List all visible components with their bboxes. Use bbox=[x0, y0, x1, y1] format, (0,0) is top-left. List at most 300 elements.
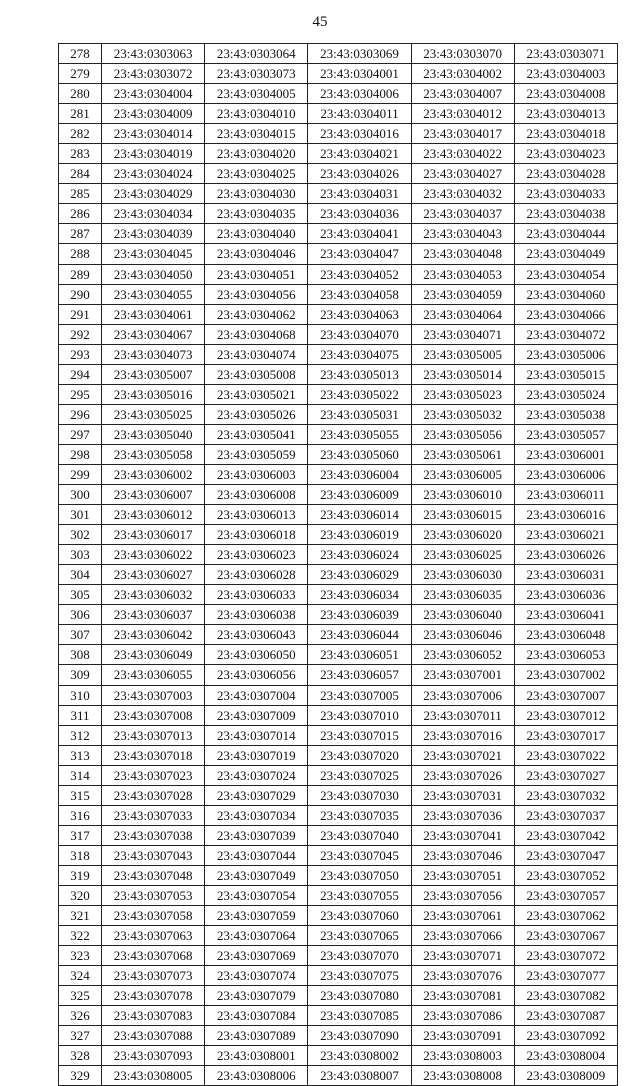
cadastral-number-cell: 23:43:0307018 bbox=[102, 745, 205, 765]
cadastral-number-cell: 23:43:0305061 bbox=[411, 444, 514, 464]
cadastral-number-cell: 23:43:0306049 bbox=[102, 645, 205, 665]
cadastral-number-cell: 23:43:0307062 bbox=[514, 906, 617, 926]
cadastral-number-cell: 23:43:0306013 bbox=[205, 505, 308, 525]
table-row bbox=[59, 1066, 618, 1086]
cadastral-number-cell: 23:43:0304019 bbox=[102, 144, 205, 164]
cadastral-number-cell: 23:43:0307026 bbox=[411, 765, 514, 785]
cadastral-number-cell: 23:43:0307032 bbox=[514, 785, 617, 805]
cadastral-number-cell: 23:43:0307048 bbox=[102, 865, 205, 885]
cadastral-number-cell: 23:43:0306019 bbox=[308, 525, 411, 545]
cadastral-number-cell: 23:43:0307092 bbox=[514, 1026, 617, 1046]
cadastral-number-cell: 23:43:0305024 bbox=[514, 384, 617, 404]
cadastral-number-cell: 23:43:0306055 bbox=[102, 665, 205, 685]
cadastral-number-cell: 23:43:0306027 bbox=[102, 565, 205, 585]
cadastral-number-cell: 23:43:0304011 bbox=[308, 104, 411, 124]
table-row bbox=[59, 344, 618, 364]
row-number-cell: 307 bbox=[59, 625, 102, 645]
cadastral-number-cell: 23:43:0307087 bbox=[514, 1006, 617, 1026]
cadastral-number-cell: 23:43:0307063 bbox=[102, 926, 205, 946]
row-number-cell: 300 bbox=[59, 485, 102, 505]
cadastral-number-cell: 23:43:0307054 bbox=[205, 885, 308, 905]
cadastral-number-cell: 23:43:0307012 bbox=[514, 705, 617, 725]
cadastral-number-cell: 23:43:0305041 bbox=[205, 424, 308, 444]
cadastral-number-cell: 23:43:0307066 bbox=[411, 926, 514, 946]
cadastral-number-cell: 23:43:0306050 bbox=[205, 645, 308, 665]
cadastral-number-cell: 23:43:0307071 bbox=[411, 946, 514, 966]
row-number-cell: 323 bbox=[59, 946, 102, 966]
table-row bbox=[59, 284, 618, 304]
cadastral-number-cell: 23:43:0306028 bbox=[205, 565, 308, 585]
row-number-cell: 290 bbox=[59, 284, 102, 304]
table-row bbox=[59, 545, 618, 565]
cadastral-number-cell: 23:43:0307076 bbox=[411, 966, 514, 986]
cadastral-number-cell: 23:43:0306025 bbox=[411, 545, 514, 565]
cadastral-number-cell: 23:43:0307084 bbox=[205, 1006, 308, 1026]
cadastral-number-cell: 23:43:0305056 bbox=[411, 424, 514, 444]
cadastral-number-cell: 23:43:0304041 bbox=[308, 224, 411, 244]
cadastral-number-cell: 23:43:0304009 bbox=[102, 104, 205, 124]
row-number-cell: 291 bbox=[59, 304, 102, 324]
cadastral-number-cell: 23:43:0306053 bbox=[514, 645, 617, 665]
cadastral-number-cell: 23:43:0308001 bbox=[205, 1046, 308, 1066]
cadastral-number-cell: 23:43:0304066 bbox=[514, 304, 617, 324]
cadastral-number-cell: 23:43:0307006 bbox=[411, 685, 514, 705]
row-number-cell: 299 bbox=[59, 464, 102, 484]
row-number-cell: 304 bbox=[59, 565, 102, 585]
row-number-cell: 305 bbox=[59, 585, 102, 605]
cadastral-number-cell: 23:43:0307002 bbox=[514, 665, 617, 685]
table-row bbox=[59, 986, 618, 1006]
cadastral-number-cell: 23:43:0307072 bbox=[514, 946, 617, 966]
row-number-cell: 314 bbox=[59, 765, 102, 785]
cadastral-number-cell: 23:43:0308008 bbox=[411, 1066, 514, 1086]
cadastral-number-cell: 23:43:0307045 bbox=[308, 845, 411, 865]
cadastral-number-cell: 23:43:0307004 bbox=[205, 685, 308, 705]
cadastral-number-cell: 23:43:0307050 bbox=[308, 865, 411, 885]
row-number-cell: 303 bbox=[59, 545, 102, 565]
cadastral-number-cell: 23:43:0304017 bbox=[411, 124, 514, 144]
row-number-cell: 318 bbox=[59, 845, 102, 865]
cadastral-number-cell: 23:43:0304070 bbox=[308, 324, 411, 344]
cadastral-number-cell: 23:43:0306011 bbox=[514, 485, 617, 505]
cadastral-number-cell: 23:43:0306003 bbox=[205, 464, 308, 484]
table-row bbox=[59, 765, 618, 785]
cadastral-number-cell: 23:43:0307055 bbox=[308, 885, 411, 905]
cadastral-number-cell: 23:43:0307079 bbox=[205, 986, 308, 1006]
cadastral-number-cell: 23:43:0305059 bbox=[205, 444, 308, 464]
cadastral-number-cell: 23:43:0307085 bbox=[308, 1006, 411, 1026]
table-row bbox=[59, 885, 618, 905]
cadastral-number-cell: 23:43:0307015 bbox=[308, 725, 411, 745]
cadastral-number-cell: 23:43:0307042 bbox=[514, 825, 617, 845]
row-number-cell: 309 bbox=[59, 665, 102, 685]
table-row bbox=[59, 1046, 618, 1066]
cadastral-number-cell: 23:43:0304022 bbox=[411, 144, 514, 164]
cadastral-number-cell: 23:43:0305032 bbox=[411, 404, 514, 424]
cadastral-number-cell: 23:43:0306032 bbox=[102, 585, 205, 605]
table-row bbox=[59, 785, 618, 805]
row-number-cell: 281 bbox=[59, 104, 102, 124]
cadastral-number-cell: 23:43:0307011 bbox=[411, 705, 514, 725]
row-number-cell: 284 bbox=[59, 164, 102, 184]
cadastral-number-cell: 23:43:0304037 bbox=[411, 204, 514, 224]
table-row bbox=[59, 926, 618, 946]
cadastral-number-cell: 23:43:0305007 bbox=[102, 364, 205, 384]
table-row bbox=[59, 585, 618, 605]
cadastral-number-cell: 23:43:0304051 bbox=[205, 264, 308, 284]
cadastral-number-cell: 23:43:0307019 bbox=[205, 745, 308, 765]
row-number-cell: 285 bbox=[59, 184, 102, 204]
cadastral-number-cell: 23:43:0307029 bbox=[205, 785, 308, 805]
cadastral-number-cell: 23:43:0304064 bbox=[411, 304, 514, 324]
cadastral-number-cell: 23:43:0303069 bbox=[308, 44, 411, 64]
cadastral-number-cell: 23:43:0304046 bbox=[205, 244, 308, 264]
row-number-cell: 322 bbox=[59, 926, 102, 946]
cadastral-number-cell: 23:43:0307056 bbox=[411, 885, 514, 905]
cadastral-number-cell: 23:43:0307070 bbox=[308, 946, 411, 966]
row-number-cell: 292 bbox=[59, 324, 102, 344]
row-number-cell: 297 bbox=[59, 424, 102, 444]
cadastral-number-cell: 23:43:0305008 bbox=[205, 364, 308, 384]
cadastral-number-cell: 23:43:0307082 bbox=[514, 986, 617, 1006]
cadastral-number-cell: 23:43:0306012 bbox=[102, 505, 205, 525]
row-number-cell: 311 bbox=[59, 705, 102, 725]
cadastral-number-cell: 23:43:0307047 bbox=[514, 845, 617, 865]
cadastral-number-cell: 23:43:0306041 bbox=[514, 605, 617, 625]
cadastral-number-cell: 23:43:0307005 bbox=[308, 685, 411, 705]
cadastral-number-cell: 23:43:0304049 bbox=[514, 244, 617, 264]
table-body bbox=[59, 44, 618, 1086]
cadastral-number-cell: 23:43:0307051 bbox=[411, 865, 514, 885]
cadastral-number-cell: 23:43:0307074 bbox=[205, 966, 308, 986]
cadastral-number-cell: 23:43:0307067 bbox=[514, 926, 617, 946]
table-row bbox=[59, 805, 618, 825]
cadastral-number-cell: 23:43:0307064 bbox=[205, 926, 308, 946]
cadastral-number-cell: 23:43:0307088 bbox=[102, 1026, 205, 1046]
cadastral-number-cell: 23:43:0303063 bbox=[102, 44, 205, 64]
table-row bbox=[59, 184, 618, 204]
cadastral-number-cell: 23:43:0306029 bbox=[308, 565, 411, 585]
cadastral-number-cell: 23:43:0304036 bbox=[308, 204, 411, 224]
cadastral-number-cell: 23:43:0305057 bbox=[514, 424, 617, 444]
cadastral-number-cell: 23:43:0307086 bbox=[411, 1006, 514, 1026]
row-number-cell: 289 bbox=[59, 264, 102, 284]
row-number-cell: 286 bbox=[59, 204, 102, 224]
cadastral-number-cell: 23:43:0307027 bbox=[514, 765, 617, 785]
cadastral-number-cell: 23:43:0305015 bbox=[514, 364, 617, 384]
table-row bbox=[59, 605, 618, 625]
cadastral-number-cell: 23:43:0308005 bbox=[102, 1066, 205, 1086]
row-number-cell: 279 bbox=[59, 64, 102, 84]
cadastral-number-cell: 23:43:0308003 bbox=[411, 1046, 514, 1066]
table-row bbox=[59, 244, 618, 264]
table-row bbox=[59, 384, 618, 404]
cadastral-number-cell: 23:43:0304056 bbox=[205, 284, 308, 304]
cadastral-number-cell: 23:43:0304033 bbox=[514, 184, 617, 204]
cadastral-number-cell: 23:43:0306015 bbox=[411, 505, 514, 525]
table-row bbox=[59, 565, 618, 585]
cadastral-number-cell: 23:43:0307060 bbox=[308, 906, 411, 926]
cadastral-number-cell: 23:43:0307069 bbox=[205, 946, 308, 966]
table-row bbox=[59, 825, 618, 845]
cadastral-number-cell: 23:43:0306036 bbox=[514, 585, 617, 605]
cadastral-number-cell: 23:43:0304067 bbox=[102, 324, 205, 344]
cadastral-number-cell: 23:43:0307008 bbox=[102, 705, 205, 725]
table-row bbox=[59, 865, 618, 885]
table-row bbox=[59, 625, 618, 645]
table-row bbox=[59, 705, 618, 725]
row-number-cell: 329 bbox=[59, 1066, 102, 1086]
table-row bbox=[59, 906, 618, 926]
cadastral-number-cell: 23:43:0307009 bbox=[205, 705, 308, 725]
cadastral-number-cell: 23:43:0307007 bbox=[514, 685, 617, 705]
cadastral-number-cell: 23:43:0305013 bbox=[308, 364, 411, 384]
table-row bbox=[59, 104, 618, 124]
row-number-cell: 295 bbox=[59, 384, 102, 404]
cadastral-number-cell: 23:43:0307057 bbox=[514, 885, 617, 905]
cadastral-number-cell: 23:43:0305014 bbox=[411, 364, 514, 384]
cadastral-number-cell: 23:43:0307053 bbox=[102, 885, 205, 905]
cadastral-number-cell: 23:43:0304047 bbox=[308, 244, 411, 264]
cadastral-number-cell: 23:43:0306024 bbox=[308, 545, 411, 565]
cadastral-number-cell: 23:43:0307021 bbox=[411, 745, 514, 765]
cadastral-number-cell: 23:43:0307013 bbox=[102, 725, 205, 745]
cadastral-number-cell: 23:43:0304060 bbox=[514, 284, 617, 304]
cadastral-number-cell: 23:43:0304035 bbox=[205, 204, 308, 224]
cadastral-number-cell: 23:43:0306051 bbox=[308, 645, 411, 665]
row-number-cell: 302 bbox=[59, 525, 102, 545]
cadastral-number-cell: 23:43:0307068 bbox=[102, 946, 205, 966]
table-row bbox=[59, 946, 618, 966]
cadastral-number-cell: 23:43:0304044 bbox=[514, 224, 617, 244]
cadastral-number-cell: 23:43:0306022 bbox=[102, 545, 205, 565]
cadastral-number-cell: 23:43:0304001 bbox=[308, 64, 411, 84]
cadastral-number-cell: 23:43:0307061 bbox=[411, 906, 514, 926]
page-number: 45 bbox=[312, 14, 328, 30]
cadastral-number-cell: 23:43:0307080 bbox=[308, 986, 411, 1006]
cadastral-number-cell: 23:43:0307077 bbox=[514, 966, 617, 986]
cadastral-number-cell: 23:43:0306046 bbox=[411, 625, 514, 645]
cadastral-number-cell: 23:43:0307089 bbox=[205, 1026, 308, 1046]
cadastral-number-cell: 23:43:0307075 bbox=[308, 966, 411, 986]
cadastral-number-cell: 23:43:0304024 bbox=[102, 164, 205, 184]
cadastral-number-cell: 23:43:0304026 bbox=[308, 164, 411, 184]
cadastral-number-cell: 23:43:0304008 bbox=[514, 84, 617, 104]
cadastral-number-cell: 23:43:0306039 bbox=[308, 605, 411, 625]
row-number-cell: 312 bbox=[59, 725, 102, 745]
cadastral-number-cell: 23:43:0306042 bbox=[102, 625, 205, 645]
cadastral-number-cell: 23:43:0307034 bbox=[205, 805, 308, 825]
table-row bbox=[59, 364, 618, 384]
cadastral-number-cell: 23:43:0303072 bbox=[102, 64, 205, 84]
cadastral-number-cell: 23:43:0308007 bbox=[308, 1066, 411, 1086]
cadastral-number-cell: 23:43:0304007 bbox=[411, 84, 514, 104]
table-row bbox=[59, 304, 618, 324]
cadastral-number-cell: 23:43:0303070 bbox=[411, 44, 514, 64]
row-number-cell: 283 bbox=[59, 144, 102, 164]
cadastral-number-cell: 23:43:0307046 bbox=[411, 845, 514, 865]
cadastral-number-cell: 23:43:0304039 bbox=[102, 224, 205, 244]
cadastral-number-cell: 23:43:0304014 bbox=[102, 124, 205, 144]
cadastral-number-cell: 23:43:0306038 bbox=[205, 605, 308, 625]
cadastral-number-cell: 23:43:0307024 bbox=[205, 765, 308, 785]
cadastral-number-cell: 23:43:0307025 bbox=[308, 765, 411, 785]
cadastral-number-cell: 23:43:0304062 bbox=[205, 304, 308, 324]
cadastral-number-cell: 23:43:0305031 bbox=[308, 404, 411, 424]
cadastral-number-cell: 23:43:0307001 bbox=[411, 665, 514, 685]
cadastral-number-cell: 23:43:0306016 bbox=[514, 505, 617, 525]
cadastral-number-cell: 23:43:0306057 bbox=[308, 665, 411, 685]
cadastral-number-cell: 23:43:0306007 bbox=[102, 485, 205, 505]
cadastral-number-cell: 23:43:0307041 bbox=[411, 825, 514, 845]
cadastral-number-cell: 23:43:0306037 bbox=[102, 605, 205, 625]
cadastral-number-cell: 23:43:0304045 bbox=[102, 244, 205, 264]
cadastral-number-cell: 23:43:0304040 bbox=[205, 224, 308, 244]
cadastral-number-cell: 23:43:0304032 bbox=[411, 184, 514, 204]
row-number-cell: 298 bbox=[59, 444, 102, 464]
cadastral-number-cell: 23:43:0305025 bbox=[102, 404, 205, 424]
cadastral-number-cell: 23:43:0305038 bbox=[514, 404, 617, 424]
cadastral-number-cell: 23:43:0307093 bbox=[102, 1046, 205, 1066]
cadastral-number-cell: 23:43:0304055 bbox=[102, 284, 205, 304]
cadastral-number-cell: 23:43:0308002 bbox=[308, 1046, 411, 1066]
cadastral-number-cell: 23:43:0304068 bbox=[205, 324, 308, 344]
cadastral-number-cell: 23:43:0306043 bbox=[205, 625, 308, 645]
row-number-cell: 327 bbox=[59, 1026, 102, 1046]
row-number-cell: 294 bbox=[59, 364, 102, 384]
row-number-cell: 301 bbox=[59, 505, 102, 525]
row-number-cell: 310 bbox=[59, 685, 102, 705]
cadastral-number-cell: 23:43:0307028 bbox=[102, 785, 205, 805]
row-number-cell: 287 bbox=[59, 224, 102, 244]
row-number-cell: 328 bbox=[59, 1046, 102, 1066]
cadastral-number-cell: 23:43:0306021 bbox=[514, 525, 617, 545]
row-number-cell: 317 bbox=[59, 825, 102, 845]
cadastral-number-cell: 23:43:0305060 bbox=[308, 444, 411, 464]
cadastral-number-cell: 23:43:0307030 bbox=[308, 785, 411, 805]
cadastral-number-cell: 23:43:0306009 bbox=[308, 485, 411, 505]
cadastral-number-cell: 23:43:0305021 bbox=[205, 384, 308, 404]
row-number-cell: 308 bbox=[59, 645, 102, 665]
cadastral-number-cell: 23:43:0304002 bbox=[411, 64, 514, 84]
cadastral-number-cell: 23:43:0304023 bbox=[514, 144, 617, 164]
cadastral-number-cell: 23:43:0305022 bbox=[308, 384, 411, 404]
table-row bbox=[59, 64, 618, 84]
cadastral-number-cell: 23:43:0307090 bbox=[308, 1026, 411, 1046]
cadastral-number-cell: 23:43:0307044 bbox=[205, 845, 308, 865]
cadastral-number-cell: 23:43:0307031 bbox=[411, 785, 514, 805]
cadastral-number-cell: 23:43:0303071 bbox=[514, 44, 617, 64]
cadastral-number-cell: 23:43:0305016 bbox=[102, 384, 205, 404]
cadastral-table bbox=[58, 43, 618, 1086]
cadastral-number-cell: 23:43:0307010 bbox=[308, 705, 411, 725]
table-row bbox=[59, 1006, 618, 1026]
cadastral-number-cell: 23:43:0304013 bbox=[514, 104, 617, 124]
cadastral-number-cell: 23:43:0306056 bbox=[205, 665, 308, 685]
cadastral-number-cell: 23:43:0307049 bbox=[205, 865, 308, 885]
cadastral-number-cell: 23:43:0307081 bbox=[411, 986, 514, 1006]
table-row bbox=[59, 124, 618, 144]
cadastral-number-cell: 23:43:0304072 bbox=[514, 324, 617, 344]
table-row bbox=[59, 84, 618, 104]
cadastral-number-cell: 23:43:0303073 bbox=[205, 64, 308, 84]
cadastral-number-cell: 23:43:0307058 bbox=[102, 906, 205, 926]
cadastral-number-cell: 23:43:0304063 bbox=[308, 304, 411, 324]
cadastral-number-cell: 23:43:0307038 bbox=[102, 825, 205, 845]
row-number-cell: 288 bbox=[59, 244, 102, 264]
cadastral-number-cell: 23:43:0306033 bbox=[205, 585, 308, 605]
cadastral-number-cell: 23:43:0305055 bbox=[308, 424, 411, 444]
cadastral-number-cell: 23:43:0307003 bbox=[102, 685, 205, 705]
cadastral-number-cell: 23:43:0306010 bbox=[411, 485, 514, 505]
cadastral-number-cell: 23:43:0307033 bbox=[102, 805, 205, 825]
row-number-cell: 296 bbox=[59, 404, 102, 424]
row-number-cell: 316 bbox=[59, 805, 102, 825]
table-row bbox=[59, 845, 618, 865]
cadastral-number-cell: 23:43:0306026 bbox=[514, 545, 617, 565]
cadastral-number-cell: 23:43:0307078 bbox=[102, 986, 205, 1006]
cadastral-number-cell: 23:43:0304061 bbox=[102, 304, 205, 324]
cadastral-number-cell: 23:43:0304021 bbox=[308, 144, 411, 164]
row-number-cell: 282 bbox=[59, 124, 102, 144]
row-number-cell: 321 bbox=[59, 906, 102, 926]
cadastral-number-cell: 23:43:0304005 bbox=[205, 84, 308, 104]
table-row bbox=[59, 144, 618, 164]
cadastral-number-cell: 23:43:0304027 bbox=[411, 164, 514, 184]
cadastral-number-cell: 23:43:0304003 bbox=[514, 64, 617, 84]
cadastral-number-cell: 23:43:0306030 bbox=[411, 565, 514, 585]
row-number-cell: 280 bbox=[59, 84, 102, 104]
cadastral-number-cell: 23:43:0304075 bbox=[308, 344, 411, 364]
table-row bbox=[59, 204, 618, 224]
cadastral-number-cell: 23:43:0306017 bbox=[102, 525, 205, 545]
cadastral-number-cell: 23:43:0304006 bbox=[308, 84, 411, 104]
cadastral-number-cell: 23:43:0305040 bbox=[102, 424, 205, 444]
row-number-cell: 313 bbox=[59, 745, 102, 765]
cadastral-number-cell: 23:43:0306040 bbox=[411, 605, 514, 625]
cadastral-number-cell: 23:43:0307014 bbox=[205, 725, 308, 745]
cadastral-number-cell: 23:43:0308009 bbox=[514, 1066, 617, 1086]
table-row bbox=[59, 665, 618, 685]
table-row bbox=[59, 464, 618, 484]
cadastral-number-cell: 23:43:0306008 bbox=[205, 485, 308, 505]
cadastral-number-cell: 23:43:0307020 bbox=[308, 745, 411, 765]
table-row bbox=[59, 1026, 618, 1046]
row-number-cell: 320 bbox=[59, 885, 102, 905]
cadastral-number-cell: 23:43:0307035 bbox=[308, 805, 411, 825]
cadastral-number-cell: 23:43:0303064 bbox=[205, 44, 308, 64]
cadastral-number-cell: 23:43:0306048 bbox=[514, 625, 617, 645]
cadastral-number-cell: 23:43:0304074 bbox=[205, 344, 308, 364]
cadastral-number-cell: 23:43:0306044 bbox=[308, 625, 411, 645]
cadastral-number-cell: 23:43:0307059 bbox=[205, 906, 308, 926]
cadastral-number-cell: 23:43:0304018 bbox=[514, 124, 617, 144]
cadastral-number-cell: 23:43:0304054 bbox=[514, 264, 617, 284]
cadastral-number-cell: 23:43:0306035 bbox=[411, 585, 514, 605]
cadastral-number-cell: 23:43:0306052 bbox=[411, 645, 514, 665]
cadastral-number-cell: 23:43:0305023 bbox=[411, 384, 514, 404]
table-row bbox=[59, 505, 618, 525]
cadastral-number-cell: 23:43:0304029 bbox=[102, 184, 205, 204]
cadastral-number-cell: 23:43:0304053 bbox=[411, 264, 514, 284]
cadastral-number-cell: 23:43:0305026 bbox=[205, 404, 308, 424]
table-row bbox=[59, 966, 618, 986]
table-row bbox=[59, 725, 618, 745]
cadastral-number-cell: 23:43:0304059 bbox=[411, 284, 514, 304]
cadastral-number-cell: 23:43:0304071 bbox=[411, 324, 514, 344]
row-number-cell: 319 bbox=[59, 865, 102, 885]
cadastral-number-cell: 23:43:0307083 bbox=[102, 1006, 205, 1026]
